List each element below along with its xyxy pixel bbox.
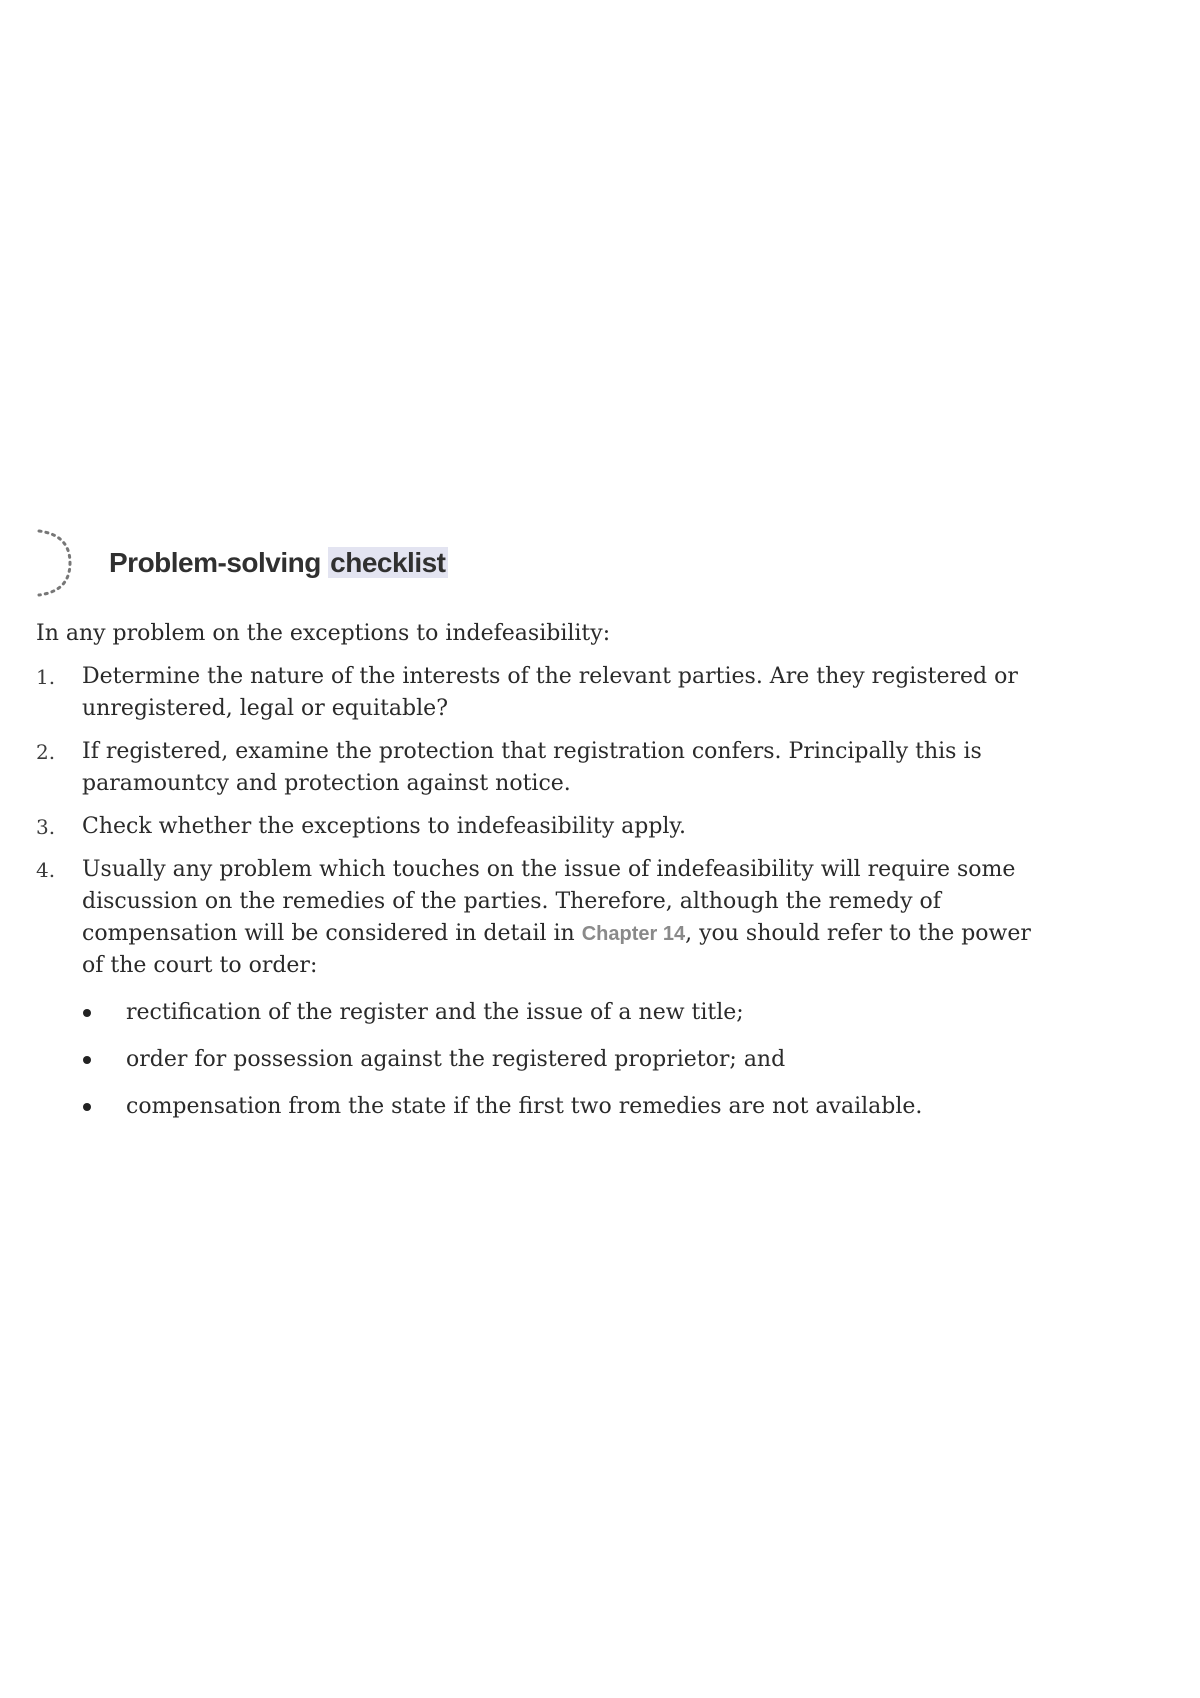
checklist-step xyxy=(36,854,1032,982)
bullet-icon xyxy=(83,1009,91,1017)
checklist-step xyxy=(36,736,1032,800)
remedy-item xyxy=(36,1044,1046,1076)
step-number: 3. xyxy=(36,815,56,839)
checklist-step xyxy=(36,661,1032,725)
step-number: 1. xyxy=(36,665,56,689)
step-text: Check whether the exceptions to indefeasibility apply. xyxy=(82,814,686,839)
remedy-text: compensation from the state if the first two remedies are not available. xyxy=(126,1094,923,1119)
title-text: Problem-solving xyxy=(109,547,329,578)
remedies-list xyxy=(36,997,1036,1123)
remedy-text: rectification of the register and the issue of a new title; xyxy=(126,1000,744,1025)
bullet-icon xyxy=(83,1056,91,1064)
chapter-link[interactable]: Chapter 14 xyxy=(581,923,686,945)
remedy-item xyxy=(36,997,1046,1029)
remedy-text: order for possession against the registered proprietor; and xyxy=(126,1047,786,1072)
step-text: Usually any problem which touches on the issue of indefeasibility will require some discussion on the remedies of the parties. Therefore, although the remedy of compensation will be considered in detail in xyxy=(82,857,1016,946)
checklist-title xyxy=(109,547,448,579)
title-highlight: checklist xyxy=(330,547,446,578)
step-number: 4. xyxy=(36,858,56,882)
step-text: If registered, examine the protection that registration confers. Principally this is paramountcy and protection against notice. xyxy=(82,739,982,796)
step-text: Determine the nature of the interests of the relevant parties. Are they registered or unregistered, legal or equitable? xyxy=(82,664,1018,721)
dotted-arc-icon xyxy=(36,525,76,603)
checklist-step xyxy=(36,811,1032,843)
problem-solving-checklist xyxy=(36,525,1036,1123)
checklist-header xyxy=(36,525,1036,603)
checklist-steps xyxy=(36,661,1036,982)
remedy-item xyxy=(36,1091,1046,1123)
checklist-intro: In any problem on the exceptions to indefeasibility: xyxy=(36,621,611,646)
step-text-continued: , you should refer to the power of the court to order: xyxy=(82,921,1031,978)
step-number: 2. xyxy=(36,740,56,764)
bullet-icon xyxy=(83,1103,91,1111)
